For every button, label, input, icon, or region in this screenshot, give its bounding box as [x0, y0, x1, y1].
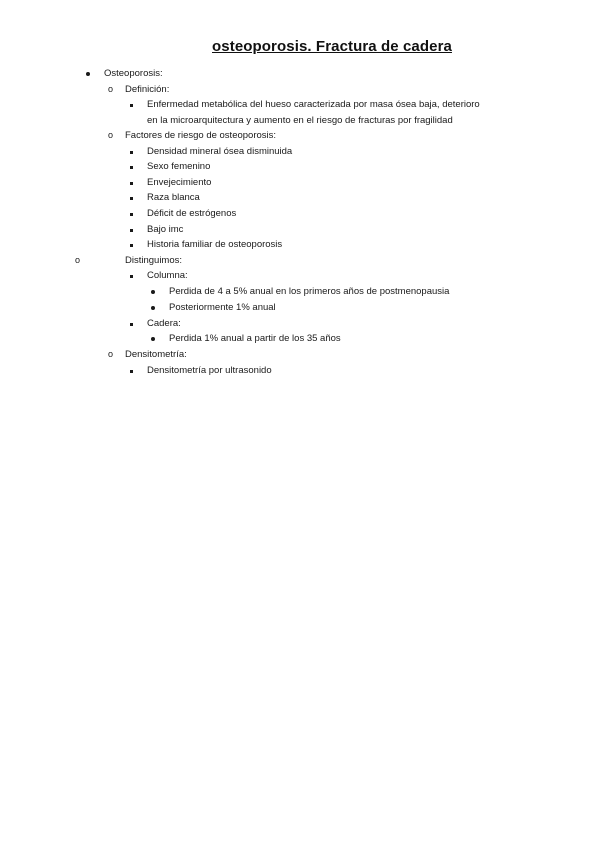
list-item-definicion-text-1: Enfermedad metabólica del hueso caracterizada por masa ósea baja, deterioro [147, 99, 480, 110]
bullet-square-icon [130, 190, 133, 205]
list-item-densitometria: Densitometría: [125, 349, 187, 360]
list-item-columna: Columna: [147, 270, 188, 281]
bullet-square-icon [130, 363, 133, 378]
bullet-square-icon [130, 222, 133, 237]
list-item-cadera-1: Perdida 1% anual a partir de los 35 años [169, 333, 341, 344]
bullet-ring-icon: o [108, 349, 114, 359]
list-item-definicion-text-2: en la microarquitectura y aumento en el riesgo de fracturas por fragilidad [147, 115, 453, 126]
bullet-square-icon [130, 175, 133, 190]
list-item-factores: Factores de riesgo de osteoporosis: [125, 130, 277, 141]
bullet-square-icon [130, 159, 133, 174]
list-item-columna-1: Perdida de 4 a 5% anual en los primeros años de postmenopausia [169, 286, 450, 297]
bullet-square-icon [130, 97, 133, 112]
list-item-densitometria-1: Densitometría por ultrasonido [147, 365, 272, 376]
list-item-factor-4: Raza blanca [147, 192, 200, 203]
bullet-square-icon [130, 268, 133, 283]
document-title: osteoporosis. Fractura de cadera [212, 38, 452, 55]
list-item-distinguimos: Distinguimos: [125, 255, 183, 266]
list-item-columna-2: Posteriormente 1% anual [169, 302, 276, 313]
list-item-factor-1: Densidad mineral ósea disminuida [147, 146, 293, 157]
bullet-dot-icon [151, 284, 155, 299]
bullet-square-icon [130, 237, 133, 252]
list-item-factor-6: Bajo imc [147, 224, 184, 235]
bullet-dot-icon [86, 66, 90, 81]
list-item-factor-2: Sexo femenino [147, 161, 211, 172]
list-item-definicion: Definición: [125, 84, 170, 95]
bullet-ring-icon: o [75, 255, 81, 265]
list-item-osteoporosis: Osteoporosis: [104, 68, 163, 79]
list-item-factor-7: Historia familiar de osteoporosis [147, 239, 283, 250]
bullet-ring-icon: o [108, 84, 114, 94]
list-item-factor-5: Déficit de estrógenos [147, 208, 237, 219]
bullet-square-icon [130, 144, 133, 159]
bullet-dot-icon [151, 331, 155, 346]
list-item-cadera: Cadera: [147, 318, 181, 329]
bullet-dot-icon [151, 300, 155, 315]
bullet-square-icon [130, 316, 133, 331]
list-item-factor-3: Envejecimiento [147, 177, 212, 188]
bullet-ring-icon: o [108, 130, 114, 140]
bullet-square-icon [130, 206, 133, 221]
